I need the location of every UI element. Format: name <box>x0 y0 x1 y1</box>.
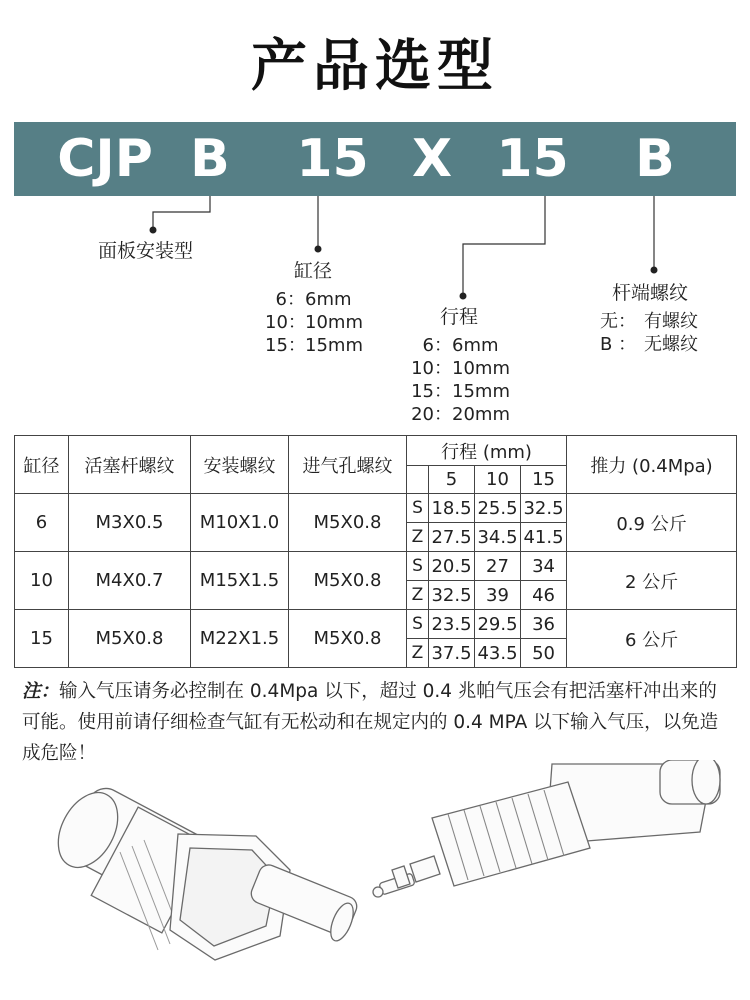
code-separator: X <box>411 129 453 189</box>
cell-length: 50 <box>521 639 567 668</box>
stroke-label: 行程 <box>440 306 479 328</box>
table-header-row <box>15 436 737 466</box>
cell-bore: 10 <box>15 552 69 610</box>
option-row: 6：6mm <box>275 289 352 310</box>
cell-length: 41.5 <box>521 523 567 552</box>
cylinder-illustration-left <box>46 782 359 960</box>
cell-inlet-thread: M5X0.8 <box>289 552 407 610</box>
cell-type-tag: Z <box>407 581 429 610</box>
option-row: 10：10mm <box>411 358 510 379</box>
bore-label: 缸径 <box>294 260 333 282</box>
cell-bore: 15 <box>15 610 69 668</box>
note-label: 注： <box>22 681 60 702</box>
cell-force: 6 公斤 <box>567 610 737 668</box>
code-thread: B <box>635 129 675 189</box>
cell-inlet-thread: M5X0.8 <box>289 610 407 668</box>
cell-length: 23.5 <box>429 610 475 639</box>
header-stroke: 行程 (mm) <box>407 436 567 466</box>
cell-type-tag: Z <box>407 523 429 552</box>
cell-mount-thread: M22X1.5 <box>191 610 289 668</box>
code-bore: 15 <box>296 129 369 189</box>
note-text: 输入气压请务必控制在 0.4Mpa 以下，超过 0.4 兆帕气压会有把活塞杆冲出来的可能。使用前请仔细检查气缸有无松动和在规定内的 0.4 MPA 以下输入气压，以免造成危险！ <box>22 681 719 764</box>
cell-type-tag: S <box>407 610 429 639</box>
cell-mount-thread: M15X1.5 <box>191 552 289 610</box>
stroke-options <box>406 334 510 426</box>
cell-rod-thread: M5X0.8 <box>69 610 191 668</box>
cell-length: 37.5 <box>429 639 475 668</box>
header-rod-thread: 活塞杆螺纹 <box>69 436 191 494</box>
mount-type-label: 面板安装型 <box>98 240 194 262</box>
header-stroke-value: 15 <box>521 466 567 494</box>
option-row: 无： 有螺纹 <box>600 311 698 332</box>
code-series: CJP <box>57 129 153 189</box>
table-row <box>15 494 737 523</box>
option-row: 15：15mm <box>265 335 363 356</box>
cell-force: 0.9 公斤 <box>567 494 737 552</box>
cell-length: 27.5 <box>429 523 475 552</box>
table-row <box>15 552 737 581</box>
option-row: B ： 无螺纹 <box>600 334 698 355</box>
cell-length: 32.5 <box>429 581 475 610</box>
cell-rod-thread: M3X0.5 <box>69 494 191 552</box>
option-row: 6：6mm <box>422 335 499 356</box>
cell-type-tag: Z <box>407 639 429 668</box>
thread-label: 杆端螺纹 <box>612 282 689 304</box>
header-mount-thread: 安装螺纹 <box>191 436 289 494</box>
cell-length: 18.5 <box>429 494 475 523</box>
cell-type-tag: S <box>407 552 429 581</box>
marker-dot <box>651 267 658 274</box>
cell-force: 2 公斤 <box>567 552 737 610</box>
cell-bore: 6 <box>15 494 69 552</box>
thread-options <box>600 310 698 356</box>
cell-type-tag: S <box>407 494 429 523</box>
spec-table <box>14 435 737 668</box>
cylinder-illustration-right <box>373 760 720 897</box>
option-row: 20：20mm <box>411 404 510 425</box>
header-force: 推力 (0.4Mpa) <box>567 436 737 494</box>
cell-mount-thread: M10X1.0 <box>191 494 289 552</box>
cell-inlet-thread: M5X0.8 <box>289 494 407 552</box>
cell-length: 27 <box>475 552 521 581</box>
cell-length: 43.5 <box>475 639 521 668</box>
code-stroke: 15 <box>496 129 569 189</box>
header-inlet-thread: 进气孔螺纹 <box>289 436 407 494</box>
cell-length: 29.5 <box>475 610 521 639</box>
product-illustration <box>0 760 750 1000</box>
cell-length: 36 <box>521 610 567 639</box>
header-bore: 缸径 <box>15 436 69 494</box>
cell-length: 20.5 <box>429 552 475 581</box>
marker-dot <box>315 246 322 253</box>
header-blank <box>407 466 429 494</box>
table-row <box>15 610 737 639</box>
cell-length: 25.5 <box>475 494 521 523</box>
option-row: 10：10mm <box>265 312 363 333</box>
code-mount: B <box>190 129 230 189</box>
cell-length: 39 <box>475 581 521 610</box>
marker-dot <box>150 227 157 234</box>
warning-note <box>22 676 734 769</box>
cell-rod-thread: M4X0.7 <box>69 552 191 610</box>
bore-options <box>265 288 363 357</box>
cell-length: 46 <box>521 581 567 610</box>
page-title: 产品选型 <box>251 34 499 99</box>
marker-dot <box>460 293 467 300</box>
cell-length: 34 <box>521 552 567 581</box>
cell-length: 32.5 <box>521 494 567 523</box>
option-row: 15：15mm <box>411 381 510 402</box>
header-stroke-value: 10 <box>475 466 521 494</box>
header-stroke-value: 5 <box>429 466 475 494</box>
cell-length: 34.5 <box>475 523 521 552</box>
